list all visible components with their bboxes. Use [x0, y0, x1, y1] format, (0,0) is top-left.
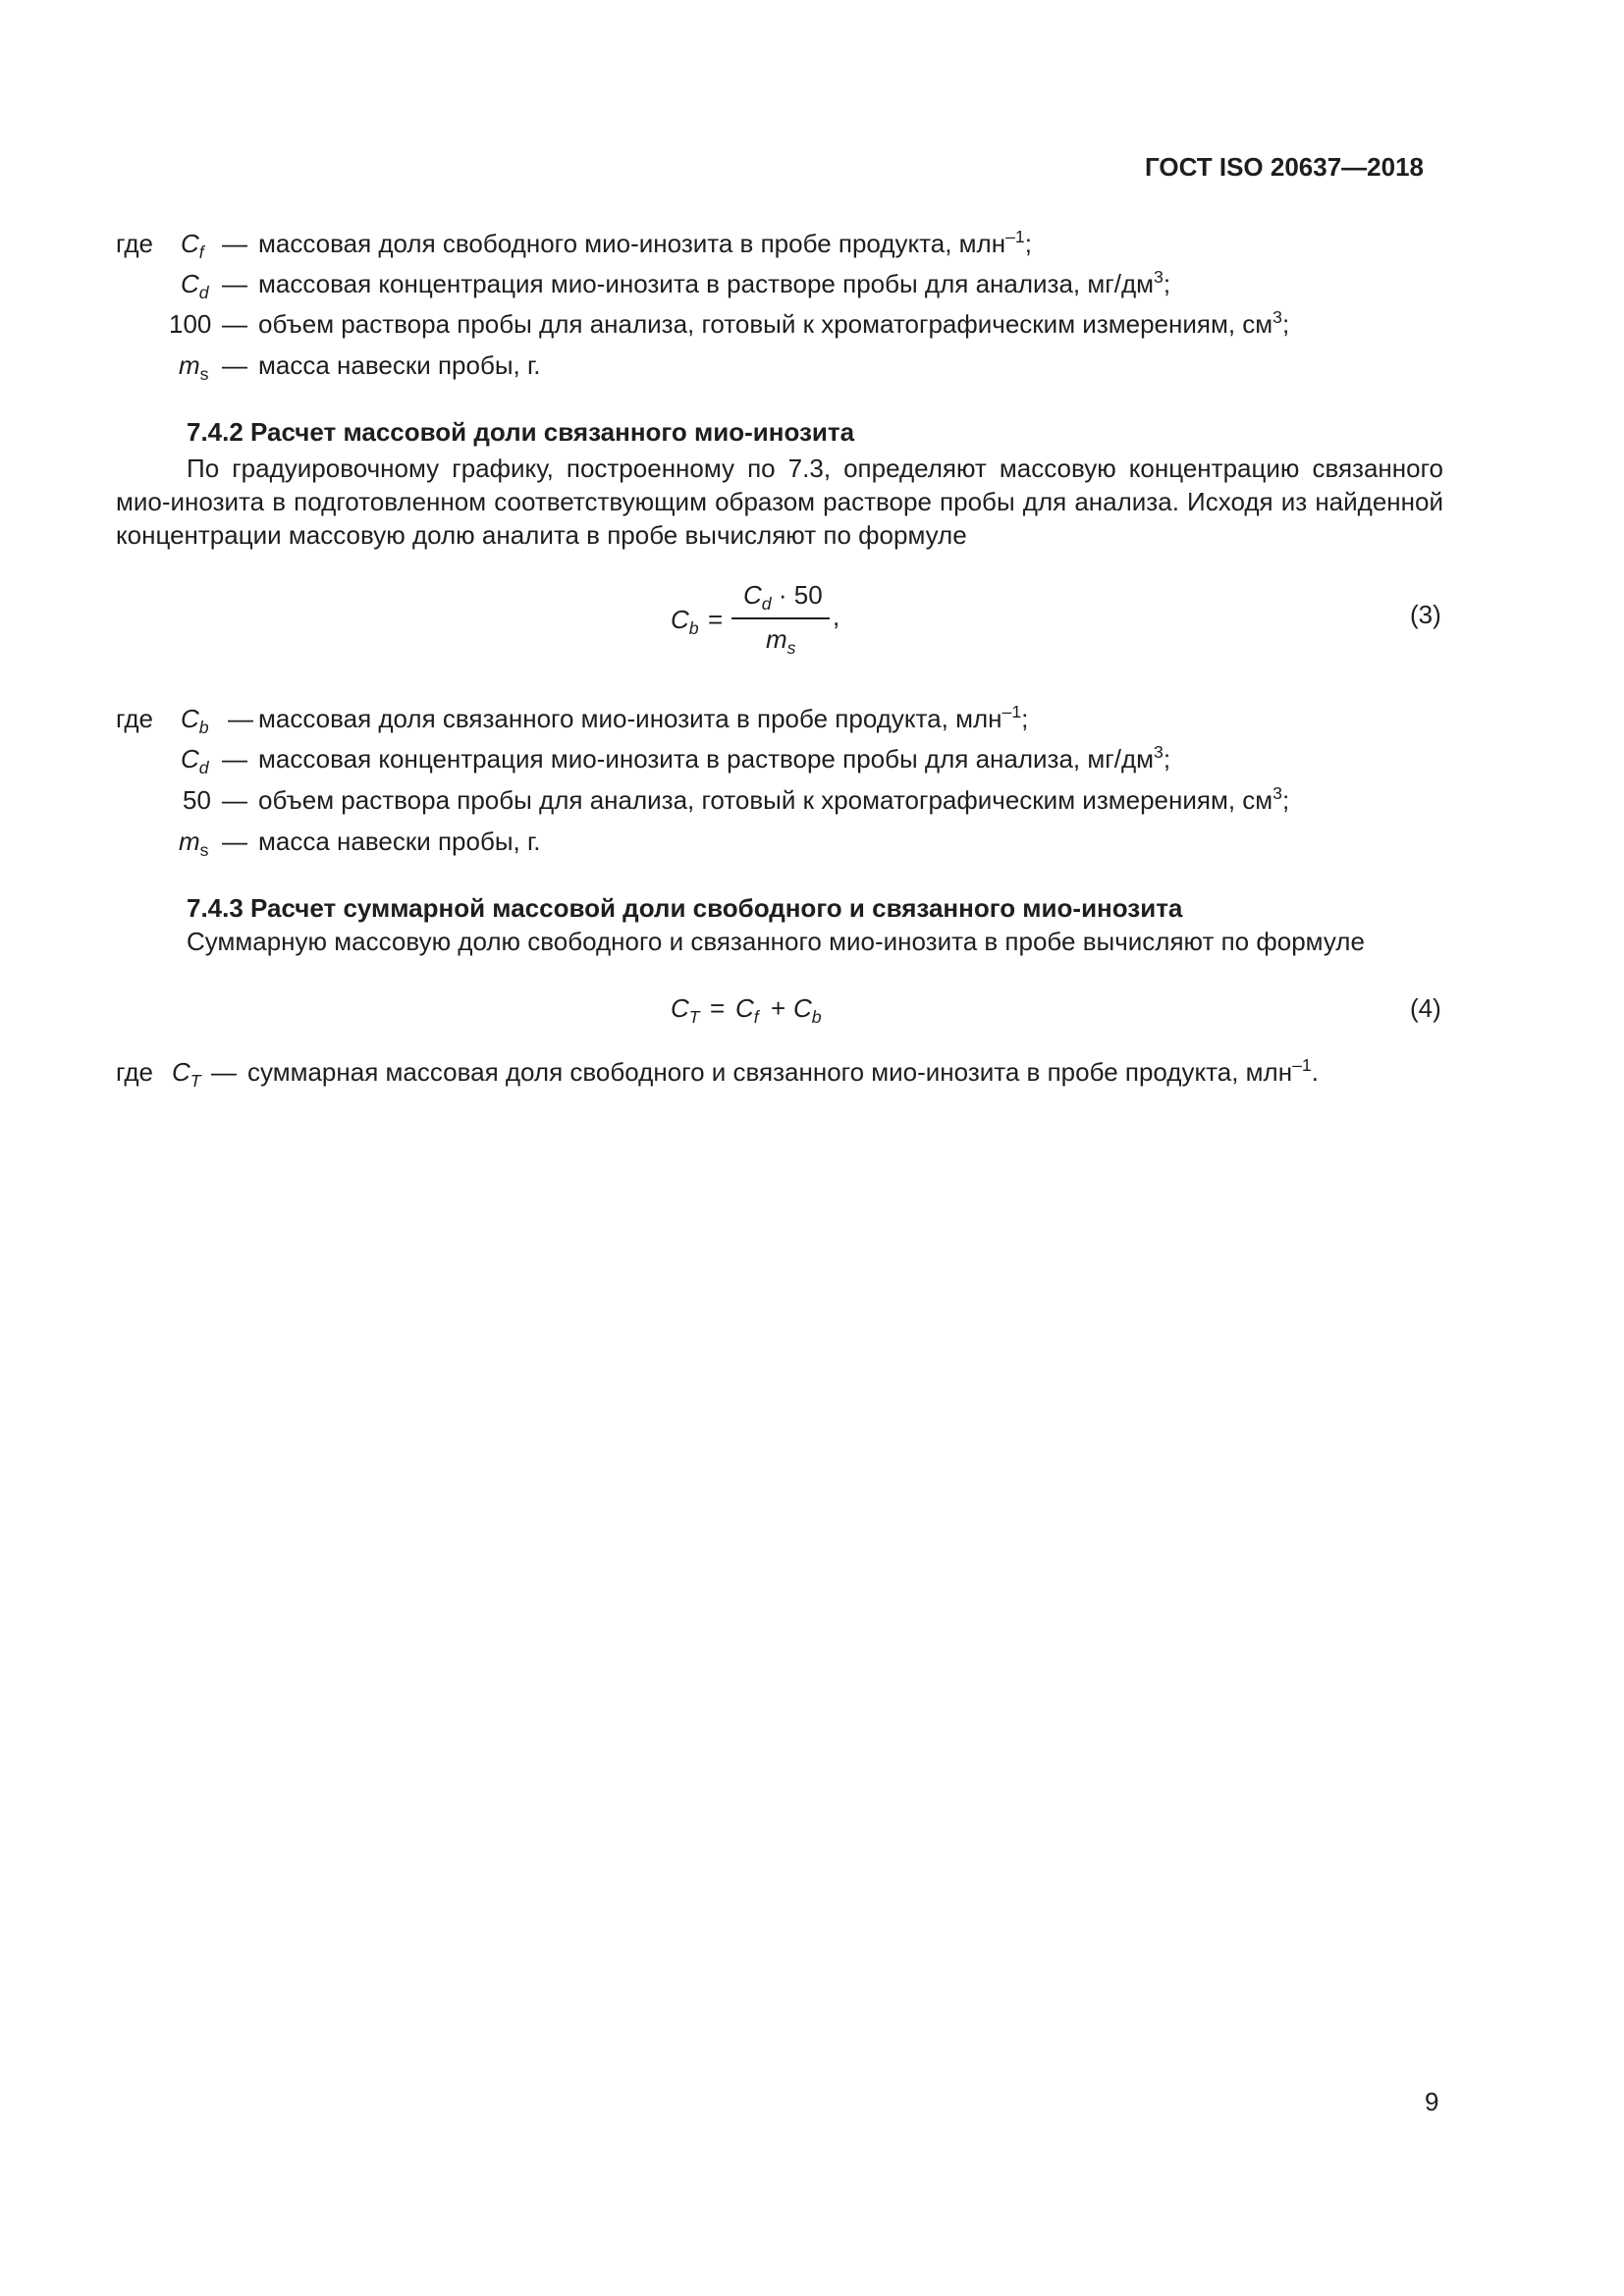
fraction-denominator: $m_s$ [766, 624, 796, 658]
definition-text: массовая концентрация мио-инозита в растворе пробы для анализа, $мг/дм^3$; [258, 742, 1171, 774]
definition-dash: — [222, 785, 247, 815]
definition-text: масса навески пробы, г. [258, 827, 541, 856]
formula-comma: , [833, 602, 840, 631]
formula-equals: = [708, 605, 724, 634]
symbol-ct: $C_T$ [172, 1057, 201, 1091]
symbol-cf: $C_f$ [181, 229, 204, 262]
symbol-ms: $m_s$ [179, 827, 209, 860]
page-number: 9 [1425, 2087, 1439, 2116]
symbol-ms: $m_s$ [179, 350, 209, 384]
definition-dash: — [222, 350, 247, 380]
section-paragraph-743: Суммарную массовую долю свободного и связанного мио-инозита в пробе вычисляют по формуле [187, 927, 1365, 956]
definition-dash: — [222, 229, 247, 258]
definition-text: массовая доля свободного мио-инозита в пробе продукта, млн$^{-1}$; [258, 227, 1032, 258]
section-paragraph-742: По градуировочному графику, построенному по 7.3, определяют массовую концентрацию связанного мио-инозита в подготовленном соответствующим образом растворе пробы для анализа. Исходя из найденной концентрации массовую долю аналита в пробе вычисляют по формуле [116, 454, 1443, 550]
symbol-volume: 50 [183, 785, 211, 815]
definition-text: суммарная массовая доля свободного и связанного мио-инозита в пробе продукта, млн$^{-1}$. [247, 1055, 1319, 1087]
standard-code: ГОСТ ISO 20637—2018 [1145, 152, 1425, 182]
definition-dash: — [222, 827, 247, 856]
formula-lhs: $C_T$ [671, 993, 700, 1027]
where-label: где [116, 1057, 153, 1087]
formula-lhs: $C_b$ [671, 605, 699, 638]
formula-term-cf: $C_f$ [735, 993, 759, 1027]
definition-dash: — [222, 269, 247, 298]
section-heading-742: 7.4.2 Расчет массовой доли связанного мио-инозита [187, 417, 855, 447]
formula-term-cb: $C_b$ [793, 993, 822, 1027]
definition-text: объем раствора пробы для анализа, готовый к хроматографическим измерениям, $см^3$; [258, 783, 1290, 815]
where-label: где [116, 704, 153, 733]
symbol-cd: $C_d$ [181, 744, 209, 777]
symbol-cd: $C_d$ [181, 269, 209, 302]
where-label: где [116, 229, 153, 258]
definition-text: масса навески пробы, г. [258, 350, 541, 380]
definition-dash: — [211, 1057, 237, 1087]
section-heading-743: 7.4.3 Расчет суммарной массовой доли свободного и связанного мио-инозита [187, 893, 1183, 923]
definition-dash: — [228, 704, 253, 733]
fraction-numerator: $C_d \cdot 50$ [743, 580, 823, 614]
definition-text: массовая доля связанного мио-инозита в пробе продукта, млн$^{-1}$; [258, 702, 1029, 733]
symbol-volume: 100 [169, 309, 212, 339]
formula-equals: = [710, 993, 726, 1023]
formula-number: (4) [1410, 993, 1441, 1023]
definition-dash: — [222, 744, 247, 774]
symbol-cb: $C_b$ [181, 704, 209, 737]
definition-text: объем раствора пробы для анализа, готовый к хроматографическим измерениям, $см^3$; [258, 307, 1290, 339]
formula-plus: + [771, 993, 786, 1023]
formula-number: (3) [1410, 600, 1441, 629]
fraction-bar [731, 617, 830, 619]
definition-dash: — [222, 309, 247, 339]
definition-text: массовая концентрация мио-инозита в растворе пробы для анализа, $мг/дм^3$; [258, 267, 1171, 298]
